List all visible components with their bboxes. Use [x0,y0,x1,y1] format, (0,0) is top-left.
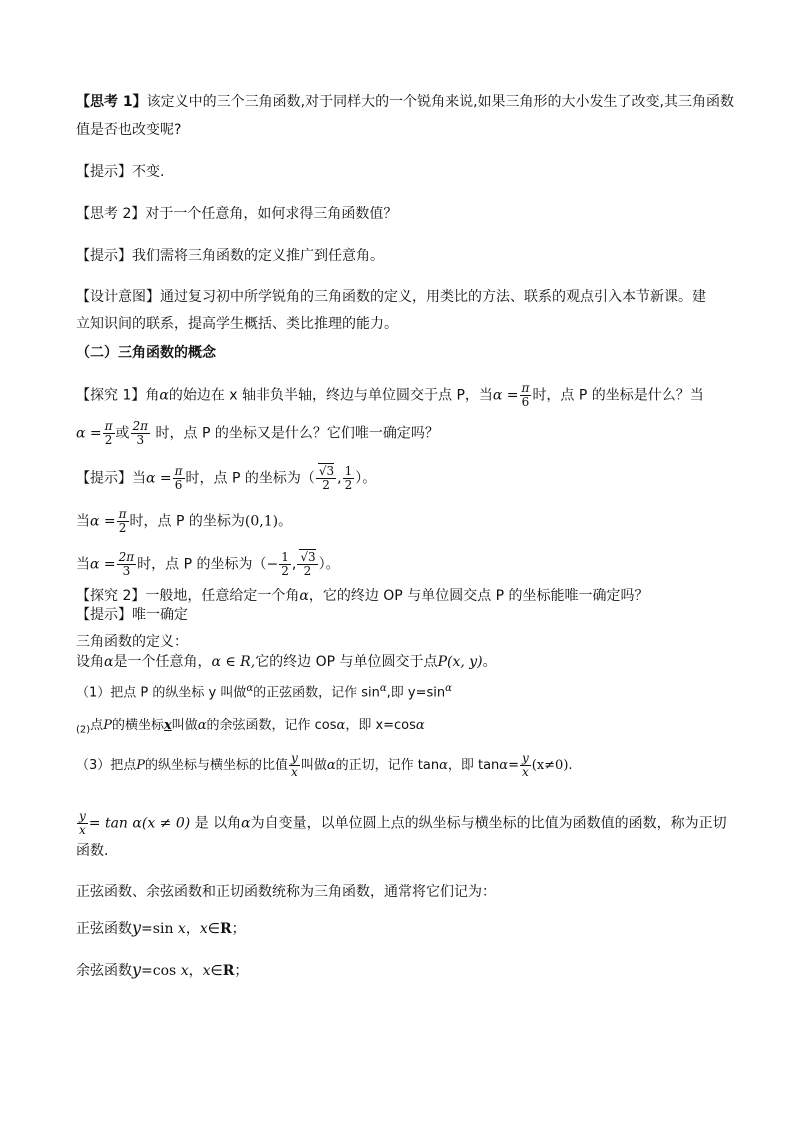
explore1-text-b: 的始边在 x 轴非负半轴，终边与单位圆交于点 P，当 [168,387,493,404]
definition-item2 [76,716,425,741]
explore1-text-a: 角 [145,387,160,404]
def-item3a: （3）把点 [76,758,137,773]
equals: = [508,758,519,773]
summary-text: 正弦函数、余弦函数和正切函数统称为三角函数，通常将它们记为： [76,884,496,900]
tan-desc-line1 [76,810,727,837]
alpha-symbol: α [241,815,251,832]
set-r: R [222,963,235,979]
def-item1a: （1）把点 P 的纵坐标 y 叫做 [76,685,247,701]
frac-num: 1 [344,464,353,478]
definition-item1 [76,679,452,703]
def-intro1: 设角 [76,654,104,670]
sep: ， [185,921,200,937]
frac-num: 2π [132,419,149,433]
explore1-line2 [76,420,439,447]
explore1-or: 或 [115,425,130,442]
hint3-a1: 当 [132,470,146,487]
fraction-2pi-over-3 [131,420,151,447]
fraction-pi-over-6 [173,465,185,492]
alpha-symbol: α [299,588,309,604]
fraction-pi-over-6 [520,382,532,409]
frac-den: x [79,823,86,837]
alpha-symbol: α [246,683,254,694]
fraction-1-over-2 [343,465,355,492]
hint2-line [76,246,384,266]
point-pxy: P(x, y) [437,654,483,670]
var-x: x [199,921,208,937]
def-item3b: 的纵坐标与横坐标的比值 [145,758,289,773]
frac-num: 1 [281,550,289,564]
hint3-a3: ）。 [355,470,377,487]
fraction-1-over-2 [279,551,291,578]
think2-text: 对于一个任意角，如何求得三角函数值？ [145,206,398,222]
frac-num: π [118,507,127,521]
frac-num [297,551,317,565]
alpha-symbol: α [104,654,114,670]
fraction-pi-over-2 [103,420,115,447]
alpha-eq: α = [76,425,102,442]
def-item2b: 的横坐标 [111,718,164,733]
def-item3f: (x≠0). [531,758,573,773]
alpha-symbol: α [326,758,336,773]
frac-den: 3 [136,433,145,447]
cos-label: 余弦函数 [76,963,132,979]
in-symbol: ∈ [210,963,223,979]
var-x: x [202,963,211,979]
comma: , [337,470,342,487]
frac-den: 2 [344,478,353,492]
sqrt3: √3 [300,550,316,564]
sqrt3: √3 [318,464,335,478]
frac-den: 2 [303,564,312,578]
explore2-line [76,586,649,606]
sin-label: 正弦函数 [76,921,132,937]
point-p: P [103,718,112,733]
def-item2d: 的余弦函数，记作 cos [206,718,337,733]
design-line1 [76,287,706,307]
tan-desc-line2: 函数. [76,843,109,859]
frac-den: x [291,765,298,779]
frac-num: y [79,809,86,823]
hint3-b1: 当 [76,513,90,530]
hint3-line2 [76,508,292,535]
alpha-eq: α = [90,513,116,530]
explore1-tag: 【探究 1】 [76,387,146,404]
frac-den: 2 [118,521,127,535]
def-item2a: 点 [90,718,104,733]
alpha-symbol: α [445,683,452,694]
hint3-line1 [76,465,376,492]
frac-num: y [291,751,298,765]
def-intro3: 它的终边 OP 与单位圆交于点 [255,654,438,670]
explore1-text-d: 时，点 P 的坐标又是什么？它们唯一确定吗？ [155,425,439,442]
alpha-eq: α = [146,470,172,487]
def-intro2: 是一个任意角， [113,654,212,670]
think1-line2 [76,120,181,140]
hint3-line3 [76,551,340,578]
fraction-sqrt3-over-2 [316,465,336,492]
alpha-symbol: α [159,387,169,404]
hint3-b2: 时，点 P 的坐标为 [129,513,245,530]
fraction-y-over-x [520,752,531,779]
alpha-symbol: α [499,758,509,773]
var-y: y [132,960,142,979]
def-item3e: ，即 tan [447,758,500,773]
fraction-y-over-x [289,752,300,779]
definition-intro: 设角α是一个任意角，α ∈ R,它的终边 OP 与单位圆交于点P(x, y)。 [76,654,497,670]
frac-num [316,465,336,479]
def-item1c: ,即 y=sin [386,685,446,701]
semicolon: ； [231,921,246,937]
hint3-b4: 。 [278,513,293,530]
set-r: R [219,921,232,937]
hint3-c1: 当 [76,556,90,573]
think1-line1 [76,92,734,112]
frac-den: x [521,765,529,779]
frac-num: 2π [118,550,135,564]
definition-item3 [76,752,573,779]
comma: , [291,556,297,573]
think2-line [76,204,397,224]
tan-desc-b: 为自变量，以单位圆上点的纵坐标与横坐标的比值为函数值的函数，称为正切 [250,815,727,832]
frac-num: π [104,419,113,433]
frac-den: 3 [122,564,131,578]
think1-text1: 该定义中的三个三角函数,对于同样大的一个锐角来说,如果三角形的大小发生了改变,其三角函数 [146,94,734,110]
alpha-eq: α = [90,556,116,573]
fraction-2pi-over-3 [117,551,137,578]
frac-den: 6 [174,478,183,492]
frac-den: 6 [521,395,530,409]
fraction-sqrt3-over-2 [297,551,317,578]
hint1-line [76,162,164,182]
hint4-line [76,605,188,625]
def-item2e: ，即 x=cos [345,718,416,733]
alpha-symbol: α [439,758,448,773]
explore2-tag: 【探究 2】 [76,588,146,604]
hint4-text: 唯一确定 [132,607,188,623]
tan-desc-a: 是 以角 [194,815,242,832]
alpha-eq: α = [492,387,519,404]
design-line2 [76,314,398,334]
design-text2: 立知识间的联系，提高学生概括、类比推理的能力。 [76,316,398,332]
def-item3c: 叫做 [300,758,327,773]
var-x: x [180,963,189,979]
explore2-text2: ，它的终边 OP 与单位圆交点 P 的坐标能唯一确定吗？ [308,588,649,604]
hint1-tag: 【提示】 [76,164,132,180]
frac-den: 2 [104,433,113,447]
think1-tag: 【思考 1】 [76,94,147,110]
semicolon: ； [234,963,249,979]
def-item3d: 的正切，记作 tan [335,758,440,773]
sep: ， [188,963,203,979]
point-p: P [136,758,146,773]
hint3-a2: 时，点 P 的坐标为（ [185,470,315,487]
sin-expr: =sin [141,921,174,937]
hint3-c2: 时，点 P 的坐标为（ [137,556,267,573]
def-item2-num: (2) [76,724,91,736]
hint3-c3: ）。 [318,556,340,573]
explore2-text1: 一般地，任意给定一个角 [145,588,300,604]
var-y: y [132,918,142,937]
hint2-text: 我们需将三角函数的定义推广到任意角。 [132,248,384,264]
frac-den: 2 [322,478,330,492]
design-tag: 【设计意图】 [76,289,160,305]
cos-expr: =cos [141,963,177,979]
think1-text2: 值是否也改变呢? [76,122,182,138]
def-item1b: 的正弦函数，记作 sin [253,685,380,701]
fraction-y-over-x [77,810,88,837]
hint1-text: 不变. [132,164,165,180]
frac-num: π [174,464,183,478]
section-title: （二）三角函数的概念 [76,345,216,361]
hint2-tag: 【提示】 [76,248,132,264]
def-item2c: 叫做 [171,718,198,733]
hint3-tag: 【提示】 [76,470,132,487]
explore1-line1 [76,382,704,409]
definition-title: 三角函数的定义： [76,634,188,650]
explore1-text-c: 时，点 P 的坐标是什么？当 [532,387,704,404]
design-text1: 通过复习初中所学锐角的三角函数的定义，用类比的方法、联系的观点引入本节新课。建 [160,289,706,305]
alpha-symbol: α [336,718,346,733]
fraction-pi-over-2 [117,508,129,535]
alpha-symbol: α [415,718,425,733]
alpha-symbol: α [379,683,387,694]
frac-den: 2 [281,564,289,578]
frac-num: π [521,381,530,395]
think2-tag: 【思考 2】 [76,206,146,222]
minus: − [266,556,279,573]
alpha-in-r: α ∈ R, [211,654,256,670]
tan-expr: = tan α(x ≠ 0) [88,815,191,832]
alpha-symbol: α [197,718,207,733]
frac-num: y [521,751,529,765]
summary-sin [76,918,246,939]
hint4-tag: 【提示】 [76,607,132,623]
in-symbol: ∈ [207,921,220,937]
var-x: x [177,921,186,937]
hint3-b3: (0,1) [244,513,279,530]
summary-cos [76,960,248,981]
var-x: x [163,718,172,733]
